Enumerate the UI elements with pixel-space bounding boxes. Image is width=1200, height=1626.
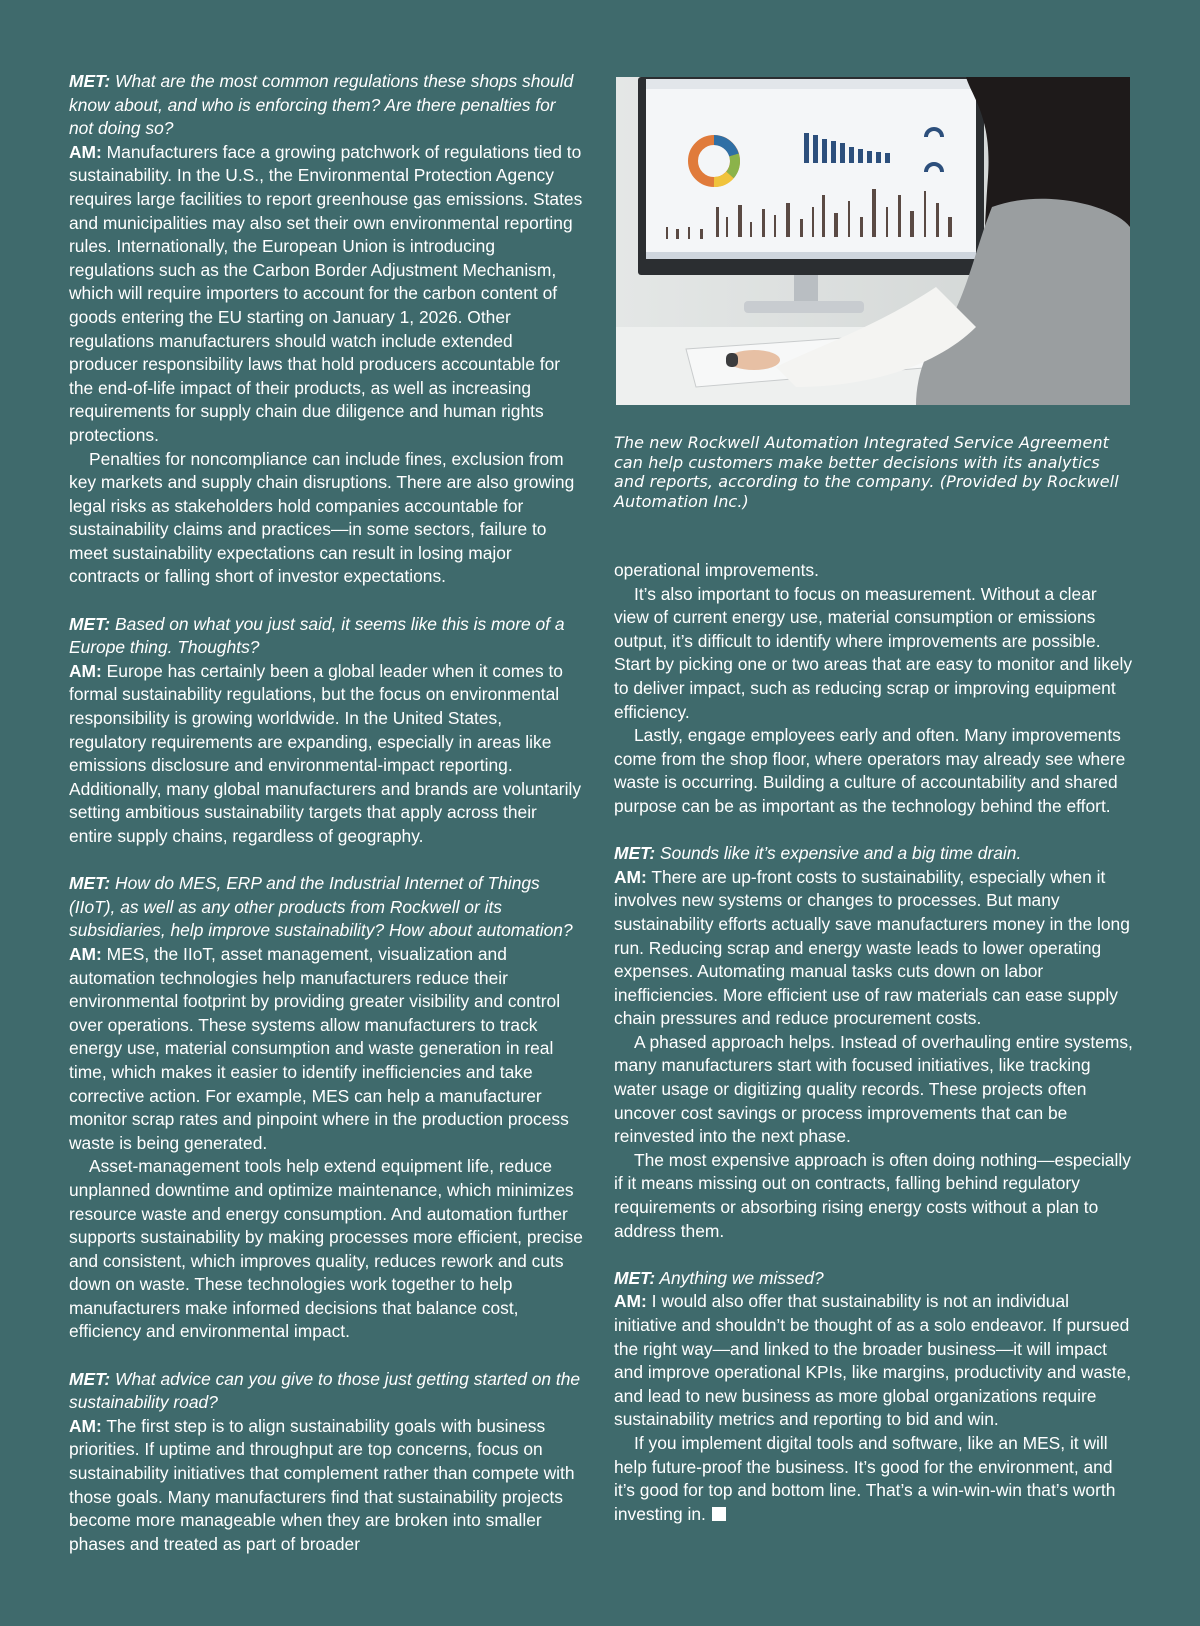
am-label: AM: xyxy=(69,943,102,964)
answer-6-paragraph-2 xyxy=(614,1432,1134,1526)
answer-1 xyxy=(69,141,583,448)
answer-2 xyxy=(69,660,583,849)
am-label: AM: xyxy=(614,1291,647,1312)
am-label: AM: xyxy=(614,866,647,887)
question-3 xyxy=(69,872,583,943)
question-2 xyxy=(69,613,583,660)
met-label: MET: xyxy=(614,1267,656,1288)
question-1-text: What are the most common regulations these shops should know about, and who is enforcing them? Are there penalties for not doing so? xyxy=(69,71,574,139)
question-1 xyxy=(69,70,583,141)
photo-caption: The new Rockwell Automation Integrated Service Agreement can help customers make better decisions with its analytics and reports, according to the company. (Provided by Rockwell Automation Inc.) xyxy=(614,433,1119,511)
answer-6 xyxy=(614,1290,1134,1432)
am-label: AM: xyxy=(69,1415,102,1436)
question-2-text: Based on what you just said, it seems like this is more of a Europe thing. Thoughts? xyxy=(69,613,565,658)
answer-4 xyxy=(69,1415,583,1557)
photo-woman-at-monitor-icon xyxy=(616,77,1130,405)
met-label: MET: xyxy=(69,873,111,894)
left-column xyxy=(69,70,583,1556)
answer-4-text: The first step is to align sustainability goals with business priorities. If uptime and throughput are top concerns, focus on sustainability initiatives that complement rather than compete with those goals. Many manufacturers find that sustainability projects become more manageable when they are broken into smaller phases and treated as part of broader xyxy=(69,1415,575,1554)
answer-1-paragraph-2: Penalties for noncompliance can include fines, exclusion from key markets and supply chain disruptions. There are also growing legal risks as stakeholders hold companies accountable for sustainability claims and practices—in some sectors, failure to meet sustainability expectations can result in losing major contracts or falling short of investor expectations. xyxy=(69,448,575,587)
question-6 xyxy=(614,1267,1134,1291)
met-label: MET: xyxy=(69,71,111,91)
continued-text: operational improvements. xyxy=(614,560,819,580)
end-of-article-icon xyxy=(712,1507,726,1521)
answer-3-text: MES, the IIoT, asset management, visualization and automation technologies help manufacturers reduce their environmental footprint by providing greater visibility and control over operations. These systems allow manufacturers to track energy use, material consumption and waste generation in real time, which makes it easier to identify inefficiencies and take corrective action. For example, MES can help a manufacturer monitor scrap rates and pinpoint where in the production process waste is being generated. xyxy=(69,943,569,1153)
employees-paragraph: Lastly, engage employees early and often. Many improvements come from the shop floor, where operators may already see where waste is occurring. Building a culture of accountability and shared purpose can be as important as the technology behind the effort. xyxy=(614,725,1126,816)
question-3-text: How do MES, ERP and the Industrial Internet of Things (IIoT), as well as any other products from Rockwell or its subsidiaries, help improve sustainability? How about automation? xyxy=(69,873,573,941)
answer-5-text: There are up-front costs to sustainability, especially when it involves new systems or changes to processes. But many sustainability efforts actually save manufacturers money in the long run. Reducing scrap and energy waste leads to lower operating expenses. Automating manual tasks cuts down on labor inefficiencies. More efficient use of raw materials can ease supply chain pressures and reduce procurement costs. xyxy=(614,866,1130,1029)
answer-2-text: Europe has certainly been a global leader when it comes to formal sustainability regulations, but the focus on environmental responsibility is growing worldwide. In the United States, regulatory requirements are expanding, especially in areas like emissions disclosure and environmental-impact reporting. Additionally, many global manufacturers and brands are voluntarily setting ambitious sustainability targets that apply across their entire supply chains, regardless of geography. xyxy=(69,660,582,846)
answer-6-paragraph-2-text: If you implement digital tools and software, like an MES, it will help future-proof the business. It’s good for the environment, and it’s good for top and bottom line. That’s a win-win-win that’s worth investing in. xyxy=(614,1432,1116,1524)
right-column xyxy=(614,559,1134,1526)
answer-6-text: I would also offer that sustainability is not an individual initiative and shouldn’t be thought of as a solo endeavor. If pursued the right way—and linked to the broader business—it will impact and improve operational KPIs, like margins, productivity and waste, and lead to new business as more global organizations require sustainability metrics and reporting to bid and win. xyxy=(614,1291,1132,1430)
answer-5 xyxy=(614,866,1134,1031)
answer-5-paragraph-3: The most expensive approach is often doing nothing—especially if it means missing out on contracts, falling behind regulatory requirements or absorbing rising energy costs without a plan to address them. xyxy=(614,1149,1131,1241)
answer-5-paragraph-2: A phased approach helps. Instead of overhauling entire systems, many manufacturers start with focused initiatives, like tracking water usage or digitizing quality records. These projects often uncover cost savings or process improvements that can be reinvested into the next phase. xyxy=(614,1031,1133,1147)
question-5 xyxy=(614,842,1134,866)
question-4-text: What advice can you give to those just getting started on the sustainability road? xyxy=(69,1368,581,1413)
question-4 xyxy=(69,1368,583,1415)
answer-3-paragraph-2: Asset-management tools help extend equipment life, reduce unplanned downtime and optimize maintenance, which minimizes resource waste and energy consumption. And automation further supports sustainability by making processes more efficient, precise and consistent, which improves quality, reduces rework and cuts down on waste. These technologies work together to help manufacturers make informed decisions that balance cost, efficiency and environmental impact. xyxy=(69,1156,583,1342)
met-label: MET: xyxy=(69,613,111,634)
answer-1-text: Manufacturers face a growing patchwork of regulations tied to sustainability. In the U.S., the Environmental Protection Agency requires large facilities to report greenhouse gas emissions. States and municipalities may also set their own environmental reporting rules. Internationally, the European Union is introducing regulations such as the Carbon Border Adjustment Mechanism, which will require importers to account for the carbon content of goods entering the EU starting on January 1, 2026. Other regulations manufacturers should watch include extended producer responsibility laws that hold producers accountable for the end-of-life impact of their products, as well as increasing requirements for supply chain due diligence and human rights protections. xyxy=(69,141,583,445)
met-label: MET: xyxy=(69,1368,111,1389)
question-5-text: Sounds like it’s expensive and a big time drain. xyxy=(655,843,1022,864)
am-label: AM: xyxy=(69,660,102,681)
article-photo xyxy=(616,77,1130,405)
met-label: MET: xyxy=(614,843,656,864)
answer-3 xyxy=(69,943,583,1155)
measurement-paragraph: It’s also important to focus on measurement. Without a clear view of current energy use, material consumption or emissions output, it’s difficult to identify where improvements are possible. Start by picking one or two areas that are easy to monitor and likely to deliver impact, such as reducing scrap or improving equipment efficiency. xyxy=(614,583,1133,722)
am-label: AM: xyxy=(69,141,102,162)
question-6-text: Anything we missed? xyxy=(655,1267,824,1288)
